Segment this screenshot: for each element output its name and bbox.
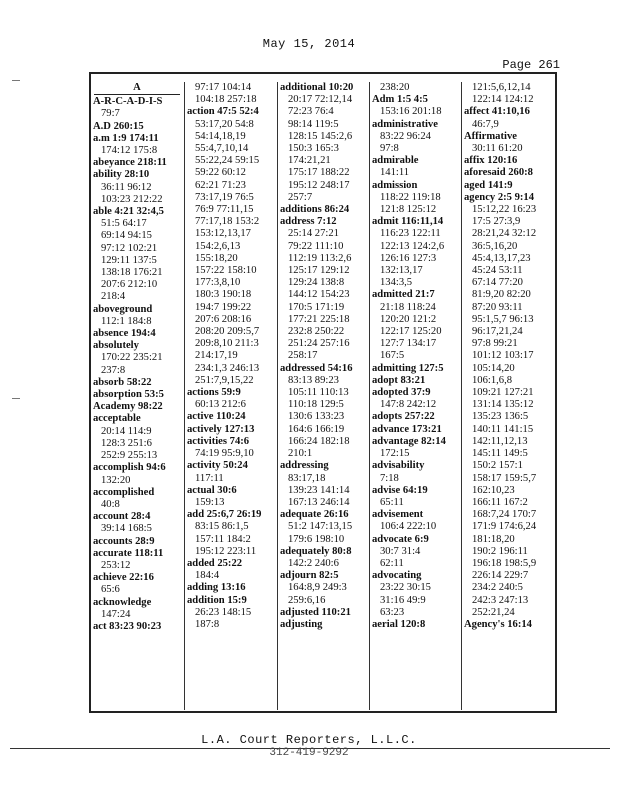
index-reference: 252:21,24 (472, 606, 515, 618)
index-reference: 39:14 168:5 (101, 523, 152, 535)
index-term: adopts 257:22 (372, 411, 435, 423)
index-reference: 79:22 111:10 (288, 240, 344, 252)
index-reference: 154:2,6,13 (195, 240, 241, 252)
index-reference: 83:22 96:24 (380, 130, 431, 142)
index-reference: 128:3 251:6 (101, 437, 152, 449)
index-reference: 112:19 113:2,6 (288, 252, 352, 264)
index-term: agency 2:5 9:14 (464, 191, 535, 203)
index-term: adopted 37:9 (372, 387, 431, 399)
index-reference: 104:18 257:18 (195, 94, 257, 106)
index-reference: 181:18,20 (472, 533, 515, 545)
index-term: aboveground (93, 303, 153, 315)
index-reference: 118:22 119:18 (380, 191, 441, 203)
index-term: accomplish 94:6 (93, 462, 166, 474)
index-reference: 23:22 30:15 (380, 582, 431, 594)
index-reference: 251:24 257:16 (288, 338, 350, 350)
index-reference: 226:14 229:7 (472, 570, 529, 582)
index-reference: 87:20 93:11 (472, 301, 523, 313)
index-reference: 122:17 125:20 (380, 326, 442, 338)
index-reference: 242:3 247:13 (472, 594, 529, 606)
index-term: act 83:23 90:23 (93, 620, 162, 632)
index-reference: 142:11,12,13 (472, 435, 528, 447)
index-reference: 77:17,18 153:2 (195, 216, 260, 228)
index-term: absorption 53:5 (93, 389, 164, 401)
index-reference: 97:8 99:21 (472, 338, 518, 350)
index-reference: 210:1 (288, 448, 313, 460)
index-reference: 83:13 89:23 (288, 374, 339, 386)
index-term: adequately 80:8 (280, 545, 352, 557)
index-reference: 97:8 (380, 143, 399, 155)
index-reference: 128:15 145:2,6 (288, 130, 353, 142)
index-term: advance 173:21 (372, 423, 442, 435)
index-reference: 257:7 (288, 191, 313, 203)
index-reference: 208:20 209:5,7 (195, 326, 260, 338)
index-term: account 28:4 (93, 511, 151, 523)
index-reference: 30:7 31:4 (380, 545, 421, 557)
index-reference: 30:11 61:20 (472, 143, 523, 155)
index-reference: 51:5 64:17 (101, 218, 147, 230)
index-reference: 132:20 (101, 474, 131, 486)
word-index (91, 82, 555, 712)
index-reference: 144:12 154:23 (288, 289, 350, 301)
index-term: affect 41:10,16 (464, 106, 530, 118)
index-reference: 164:6 166:19 (288, 423, 345, 435)
index-reference: 96:17,21,24 (472, 326, 523, 338)
index-reference: 141:11 (380, 167, 410, 179)
index-term: admission (372, 179, 418, 191)
index-reference: 105:11 110:13 (288, 387, 349, 399)
index-term: adequate 26:16 (280, 509, 349, 521)
index-term: administrative (372, 118, 438, 130)
index-term: add 25:6,7 26:19 (187, 509, 262, 521)
index-reference: 45:4,13,17,23 (472, 252, 531, 264)
index-reference: 252:9 255:13 (101, 450, 158, 462)
index-reference: 162:10,23 (472, 484, 515, 496)
index-reference: 147:24 (101, 608, 131, 620)
index-reference: 36:11 96:12 (101, 181, 152, 193)
index-reference: 83:15 86:1,5 (195, 521, 249, 533)
index-reference: 112:1 184:8 (101, 315, 152, 327)
index-reference: 184:4 (195, 570, 220, 582)
index-reference: 195:12 223:11 (195, 545, 257, 557)
index-term: absolutely (93, 340, 139, 352)
index-reference: 28:21,24 32:12 (472, 228, 537, 240)
index-reference: 67:14 77:20 (472, 277, 523, 289)
index-reference: 51:2 147:13,15 (288, 521, 353, 533)
index-reference: 150:2 157:1 (472, 460, 523, 472)
index-reference: 139:23 141:14 (288, 484, 350, 496)
index-term: admirable (372, 155, 419, 167)
index-reference: 122:14 124:12 (472, 94, 534, 106)
index-reference: 69:14 94:15 (101, 230, 152, 242)
index-term: aged 141:9 (464, 179, 513, 191)
index-term: actively 127:13 (187, 423, 255, 435)
index-reference: 65:11 (380, 496, 404, 508)
index-reference: 59:22 60:12 (195, 167, 246, 179)
index-reference: 195:12 248:17 (288, 179, 350, 191)
index-term: adding 13:16 (187, 582, 246, 594)
index-reference: 159:13 (195, 496, 225, 508)
index-reference: 234:2 240:5 (472, 582, 523, 594)
index-reference: 74:19 95:9,10 (195, 448, 254, 460)
index-reference: 117:11 (195, 472, 224, 484)
index-reference: 125:17 129:12 (288, 265, 350, 277)
index-reference: 190:2 196:11 (472, 545, 528, 557)
index-reference: 122:13 124:2,6 (380, 240, 445, 252)
index-reference: 207:6 208:16 (195, 313, 252, 325)
index-term: A-R-C-A-D-I-S (93, 96, 163, 108)
index-reference: 79:7 (101, 108, 120, 120)
index-reference: 138:18 176:21 (101, 267, 163, 279)
index-term: admitted 21:7 (372, 289, 435, 301)
index-term: adjourn 82:5 (280, 570, 339, 582)
index-term: activity 50:24 (187, 460, 248, 472)
index-reference: 116:23 122:11 (380, 228, 441, 240)
index-reference: 62:21 71:23 (195, 179, 246, 191)
index-reference: 127:7 134:17 (380, 338, 437, 350)
index-reference: 167:13 246:14 (288, 496, 350, 508)
index-reference: 46:7,9 (472, 118, 499, 130)
index-reference: 237:8 (101, 364, 126, 376)
index-reference: 258:17 (288, 350, 318, 362)
index-reference: 76:9 77:11,15 (195, 204, 254, 216)
index-term: action 47:5 52:4 (187, 106, 259, 118)
index-reference: 194:7 199:22 (195, 301, 252, 313)
index-reference: 170:22 235:21 (101, 352, 163, 364)
index-term: advise 64:19 (372, 484, 428, 496)
index-term: accounts 28:9 (93, 535, 155, 547)
index-reference: 26:23 148:15 (195, 606, 252, 618)
index-term: addressing (280, 460, 329, 472)
page-number: Page 261 (502, 58, 560, 72)
index-reference: 135:23 136:5 (472, 411, 529, 423)
index-term: advisement (372, 509, 424, 521)
scan-mark (12, 80, 20, 81)
transcript-date: May 15, 2014 (262, 37, 356, 51)
index-reference: 234:1,3 246:13 (195, 362, 260, 374)
index-term: activities 74:6 (187, 435, 250, 447)
index-reference: 251:7,9,15,22 (195, 374, 254, 386)
index-reference: 106:4 222:10 (380, 521, 437, 533)
index-term: advocate 6:9 (372, 533, 429, 545)
index-term: adopt 83:21 (372, 374, 426, 386)
index-reference: 109:21 127:21 (472, 387, 534, 399)
index-reference: 164:8,9 249:3 (288, 582, 347, 594)
index-reference: 179:6 198:10 (288, 533, 345, 545)
index-reference: 53:17,20 54:8 (195, 118, 254, 130)
index-reference: 83:17,18 (288, 472, 326, 484)
index-reference: 172:15 (380, 448, 410, 460)
index-reference: 15:12,22 16:23 (472, 204, 537, 216)
index-reference: 55:22,24 59:15 (195, 155, 260, 167)
index-term: Adm 1:5 4:5 (372, 94, 428, 106)
index-reference: 73:17,19 76:5 (195, 191, 254, 203)
index-term: address 7:12 (280, 216, 337, 228)
index-term: A.D 260:15 (93, 120, 144, 132)
index-term: additional 10:20 (280, 82, 354, 93)
index-reference: 153:16 201:18 (380, 106, 442, 118)
index-term: Affirmative (464, 130, 517, 142)
index-reference: 54:14,18,19 (195, 130, 246, 142)
index-term: a.m 1:9 174:11 (93, 132, 159, 144)
index-reference: 158:17 159:5,7 (472, 472, 537, 484)
index-reference: 20:14 114:9 (101, 425, 152, 437)
index-reference: 97:12 102:21 (101, 242, 158, 254)
index-term: abeyance 218:11 (93, 157, 167, 169)
index-term: acceptable (93, 413, 141, 425)
index-term: acknowledge (93, 596, 152, 608)
index-reference: 120:20 121:2 (380, 313, 437, 325)
index-term: admitting 127:5 (372, 362, 444, 374)
index-reference: 209:8,10 211:3 (195, 338, 259, 350)
index-term: accomplished (93, 486, 155, 498)
index-reference: 62:11 (380, 557, 404, 569)
index-reference: 60:13 212:6 (195, 399, 246, 411)
index-reference: 142:2 240:6 (288, 557, 339, 569)
index-reference: 129:11 137:5 (101, 254, 157, 266)
index-reference: 98:14 119:5 (288, 118, 339, 130)
index-reference: 72:23 76:4 (288, 106, 334, 118)
index-term: addition 15:9 (187, 594, 247, 606)
index-reference: 166:24 182:18 (288, 435, 350, 447)
index-letter-heading: A (94, 82, 180, 95)
index-reference: 7:18 (380, 472, 399, 484)
index-reference: 20:17 72:12,14 (288, 94, 353, 106)
index-reference: 177:3,8,10 (195, 277, 241, 289)
index-term: adjusting (280, 618, 323, 630)
index-term: able 4:21 32:4,5 (93, 206, 164, 218)
index-term: addressed 54:16 (280, 362, 353, 374)
index-reference: 103:23 212:22 (101, 193, 163, 205)
index-term: additions 86:24 (280, 204, 350, 216)
index-reference: 121:8 125:12 (380, 204, 437, 216)
index-reference: 174:12 175:8 (101, 145, 158, 157)
index-reference: 174:21,21 (288, 155, 331, 167)
index-reference: 157:22 158:10 (195, 265, 257, 277)
index-term: achieve 22:16 (93, 572, 154, 584)
index-reference: 21:18 118:24 (380, 301, 436, 313)
index-reference: 140:11 141:15 (472, 423, 534, 435)
index-reference: 145:11 149:5 (472, 448, 528, 460)
index-term: absorb 58:22 (93, 376, 152, 388)
index-column-5 (461, 82, 555, 710)
index-reference: 65:6 (101, 584, 120, 596)
index-reference: 105:14,20 (472, 362, 515, 374)
index-reference: 97:17 104:14 (195, 82, 252, 93)
index-term: adjusted 110:21 (280, 606, 351, 618)
index-term: absence 194:4 (93, 328, 156, 340)
index-reference: 130:6 133:23 (288, 411, 345, 423)
scan-mark (12, 398, 20, 399)
index-reference: 95:1,5,7 96:13 (472, 313, 534, 325)
index-column-2 (184, 82, 277, 710)
index-term: Academy 98:22 (93, 401, 163, 413)
index-reference: 232:8 250:22 (288, 326, 345, 338)
index-term: ability 28:10 (93, 169, 150, 181)
index-reference: 147:8 242:12 (380, 399, 437, 411)
index-reference: 177:21 225:18 (288, 313, 350, 325)
index-reference: 155:18,20 (195, 252, 238, 264)
index-term: advocating (372, 570, 422, 582)
index-reference: 131:14 135:12 (472, 399, 534, 411)
index-reference: 214:17,19 (195, 350, 238, 362)
index-column-1 (91, 82, 183, 710)
index-term: admit 116:11,14 (372, 216, 444, 228)
index-term: actions 59:9 (187, 387, 241, 399)
index-reference: 63:23 (380, 606, 405, 618)
index-reference: 81:9,20 82:20 (472, 289, 531, 301)
index-term: active 110:24 (187, 411, 246, 423)
court-reporter-name: L.A. Court Reporters, L.L.C. (201, 733, 417, 747)
index-reference: 187:8 (195, 618, 220, 630)
index-reference: 110:18 129:5 (288, 399, 344, 411)
index-reference: 31:16 49:9 (380, 594, 426, 606)
index-reference: 168:7,24 170:7 (472, 509, 537, 521)
index-reference: 132:13,17 (380, 265, 423, 277)
index-reference: 45:24 53:11 (472, 265, 523, 277)
index-term: advisability (372, 460, 425, 472)
index-reference: 129:24 138:8 (288, 277, 345, 289)
index-reference: 167:5 (380, 350, 405, 362)
index-reference: 106:1,6,8 (472, 374, 513, 386)
index-column-4 (369, 82, 460, 710)
index-reference: 157:11 184:2 (195, 533, 251, 545)
index-term: affix 120:16 (464, 155, 518, 167)
index-reference: 218:4 (101, 291, 126, 303)
index-reference: 153:12,13,17 (195, 228, 251, 240)
index-term: added 25:22 (187, 557, 243, 569)
index-term: aforesaid 260:8 (464, 167, 533, 179)
index-term: aerial 120:8 (372, 618, 426, 630)
index-reference: 166:11 167:2 (472, 496, 528, 508)
index-reference: 170:5 171:19 (288, 301, 345, 313)
index-reference: 207:6 212:10 (101, 279, 158, 291)
index-reference: 134:3,5 (380, 277, 413, 289)
index-reference: 171:9 174:6,24 (472, 521, 537, 533)
index-reference: 238:20 (380, 82, 410, 93)
index-reference: 101:12 103:17 (472, 350, 534, 362)
court-reporter-phone: 312-419-9292 (269, 747, 349, 759)
index-reference: 121:5,6,12,14 (472, 82, 531, 93)
index-reference: 150:3 165:3 (288, 143, 339, 155)
index-term: advantage 82:14 (372, 435, 446, 447)
index-term: actual 30:6 (187, 484, 237, 496)
index-reference: 196:18 198:5,9 (472, 557, 537, 569)
index-reference: 253:12 (101, 559, 131, 571)
index-reference: 180:3 190:18 (195, 289, 252, 301)
index-term: accurate 118:11 (93, 547, 164, 559)
index-reference: 40:8 (101, 498, 120, 510)
index-reference: 126:16 127:3 (380, 252, 437, 264)
index-term: Agency's 16:14 (464, 618, 532, 630)
index-reference: 25:14 27:21 (288, 228, 339, 240)
index-reference: 175:17 188:22 (288, 167, 350, 179)
index-reference: 36:5,16,20 (472, 240, 518, 252)
index-reference: 259:6,16 (288, 594, 326, 606)
index-reference: 17:5 27:3,9 (472, 216, 521, 228)
index-reference: 55:4,7,10,14 (195, 143, 249, 155)
index-column-3 (277, 82, 368, 710)
